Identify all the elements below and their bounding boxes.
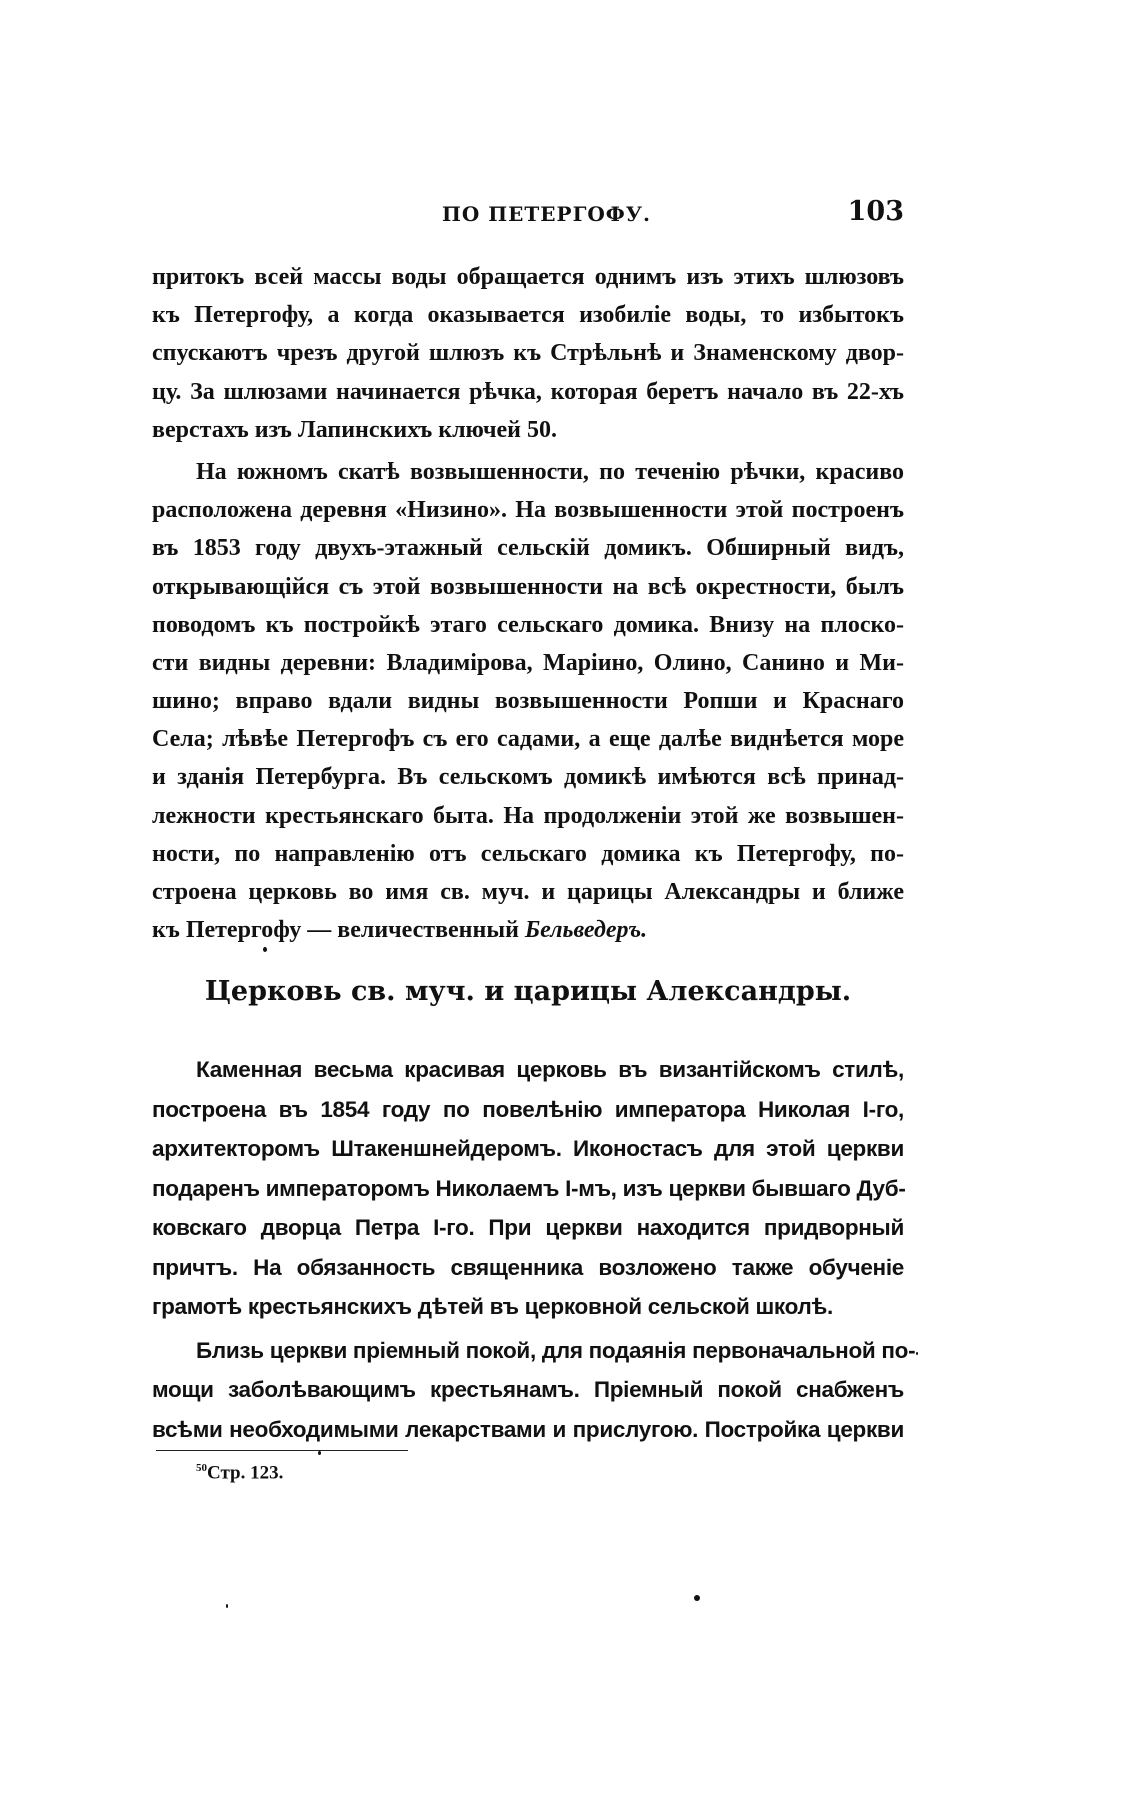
running-head: ПО ПЕТЕРГОФУ. [442, 202, 651, 226]
text-line: верстахъ изъ Лапинскихъ ключей 50. [152, 416, 557, 443]
footnote-rule [156, 1450, 408, 1451]
text-line: поводомъ къ постройкѣ этаго сельскаго домика. Внизу на плоско- [152, 611, 904, 638]
text-line: ковскаго дворца Петра I-го. При церкви находится придворный [152, 1215, 904, 1240]
text-line: строена церковь во имя св. муч. и царицы Александры и ближе [152, 879, 904, 905]
footnote-text: Стр. 123. [207, 1462, 284, 1484]
text-line: Каменная весьма красивая церковь въ византійскомъ стилѣ, [196, 1057, 904, 1082]
text-line: къ Петергофу, а когда оказывается изобиліе воды, то избытокъ [152, 302, 904, 329]
text-line: архитекторомъ Штакеншнейдеромъ. Иконостасъ для этой церкви [152, 1136, 904, 1161]
text-line: открывающійся съ этой возвышенности на всѣ окрестности, былъ [152, 573, 904, 600]
text-line: причтъ. На обязанность священника возложено также обученіе [152, 1254, 904, 1280]
text-line: расположена деревня «Низино». На возвышенности этой построенъ [152, 497, 904, 524]
text-line: и зданія Петербурга. Въ сельскомъ домикѣ имѣются всѣ принад- [152, 764, 904, 791]
text-line: спускаютъ чрезъ другой шлюзъ къ Стрѣльнѣ и Знаменскому двор- [152, 340, 904, 367]
text-line: лежности крестьянскаго быта. На продолженіи этой же возвышен- [152, 802, 904, 829]
text-line: Близь церкви пріемный покой, для подаянія первоначальной по- [196, 1337, 916, 1363]
footnote-marker: 50 [196, 1462, 207, 1474]
print-speck [226, 1604, 228, 1608]
print-speck [694, 1595, 700, 1601]
body-text-top [152, 258, 904, 949]
text-line: грамотѣ крестьянскихъ дѣтей въ церковной сельской школѣ. [152, 1294, 833, 1319]
text-line: шино; вправо вдали видны возвышенности Ропши и Краснаго [152, 688, 904, 715]
text-line-last [152, 911, 904, 949]
last-line-text: къ Петергофу — величественный [152, 917, 525, 944]
paragraph-4 [152, 1331, 916, 1450]
text-line: цу. За шлюзами начинается рѣчка, которая беретъ начало въ 22-хъ [152, 378, 904, 405]
text-line: притокъ всей массы воды обращается однимъ изъ этихъ шлюзовъ [152, 264, 904, 290]
belvedere-italic: Бельведеръ. [524, 917, 648, 944]
page-number: 103 [847, 196, 904, 227]
text-line: въ 1853 году двухъ-этажный сельскій домикъ. Обширный видъ, [152, 535, 904, 562]
text-line: На южномъ скатѣ возвышенности, по теченію рѣчки, красиво [196, 458, 904, 485]
print-speck [263, 947, 267, 952]
print-speck [318, 1451, 321, 1455]
paragraph-2 [152, 453, 904, 949]
text-line: всѣми необходимыми лекарствами и прислугою. Постройка церкви [152, 1416, 904, 1442]
paragraph-1 [152, 258, 904, 449]
text-line: Села; лѣвѣе Петергофъ съ его садами, а еще далѣе виднѣется море [152, 726, 904, 753]
text-line: построена въ 1854 году по повелѣнію императора Николая I-го, [152, 1096, 904, 1122]
text-line: сти видны деревни: Владимірова, Маріино, Олино, Санино и Ми- [152, 649, 904, 676]
text-line: ности, по направленію отъ сельскаго домика къ Петергофу, по- [152, 840, 904, 867]
page-header [152, 196, 904, 230]
paragraph-3 [152, 1050, 904, 1327]
print-speck [916, 1352, 918, 1355]
section-title: Церковь св. муч. и царицы Александры. [204, 976, 852, 1007]
body-text-bottom [152, 1050, 916, 1449]
text-line: подаренъ императоромъ Николаемъ I-мъ, изъ церкви бывшаго Дуб- [152, 1175, 906, 1201]
text-line: мощи заболѣвающимъ крестьянамъ. Пріемный покой снабженъ [152, 1377, 904, 1402]
footnote [196, 1462, 283, 1484]
